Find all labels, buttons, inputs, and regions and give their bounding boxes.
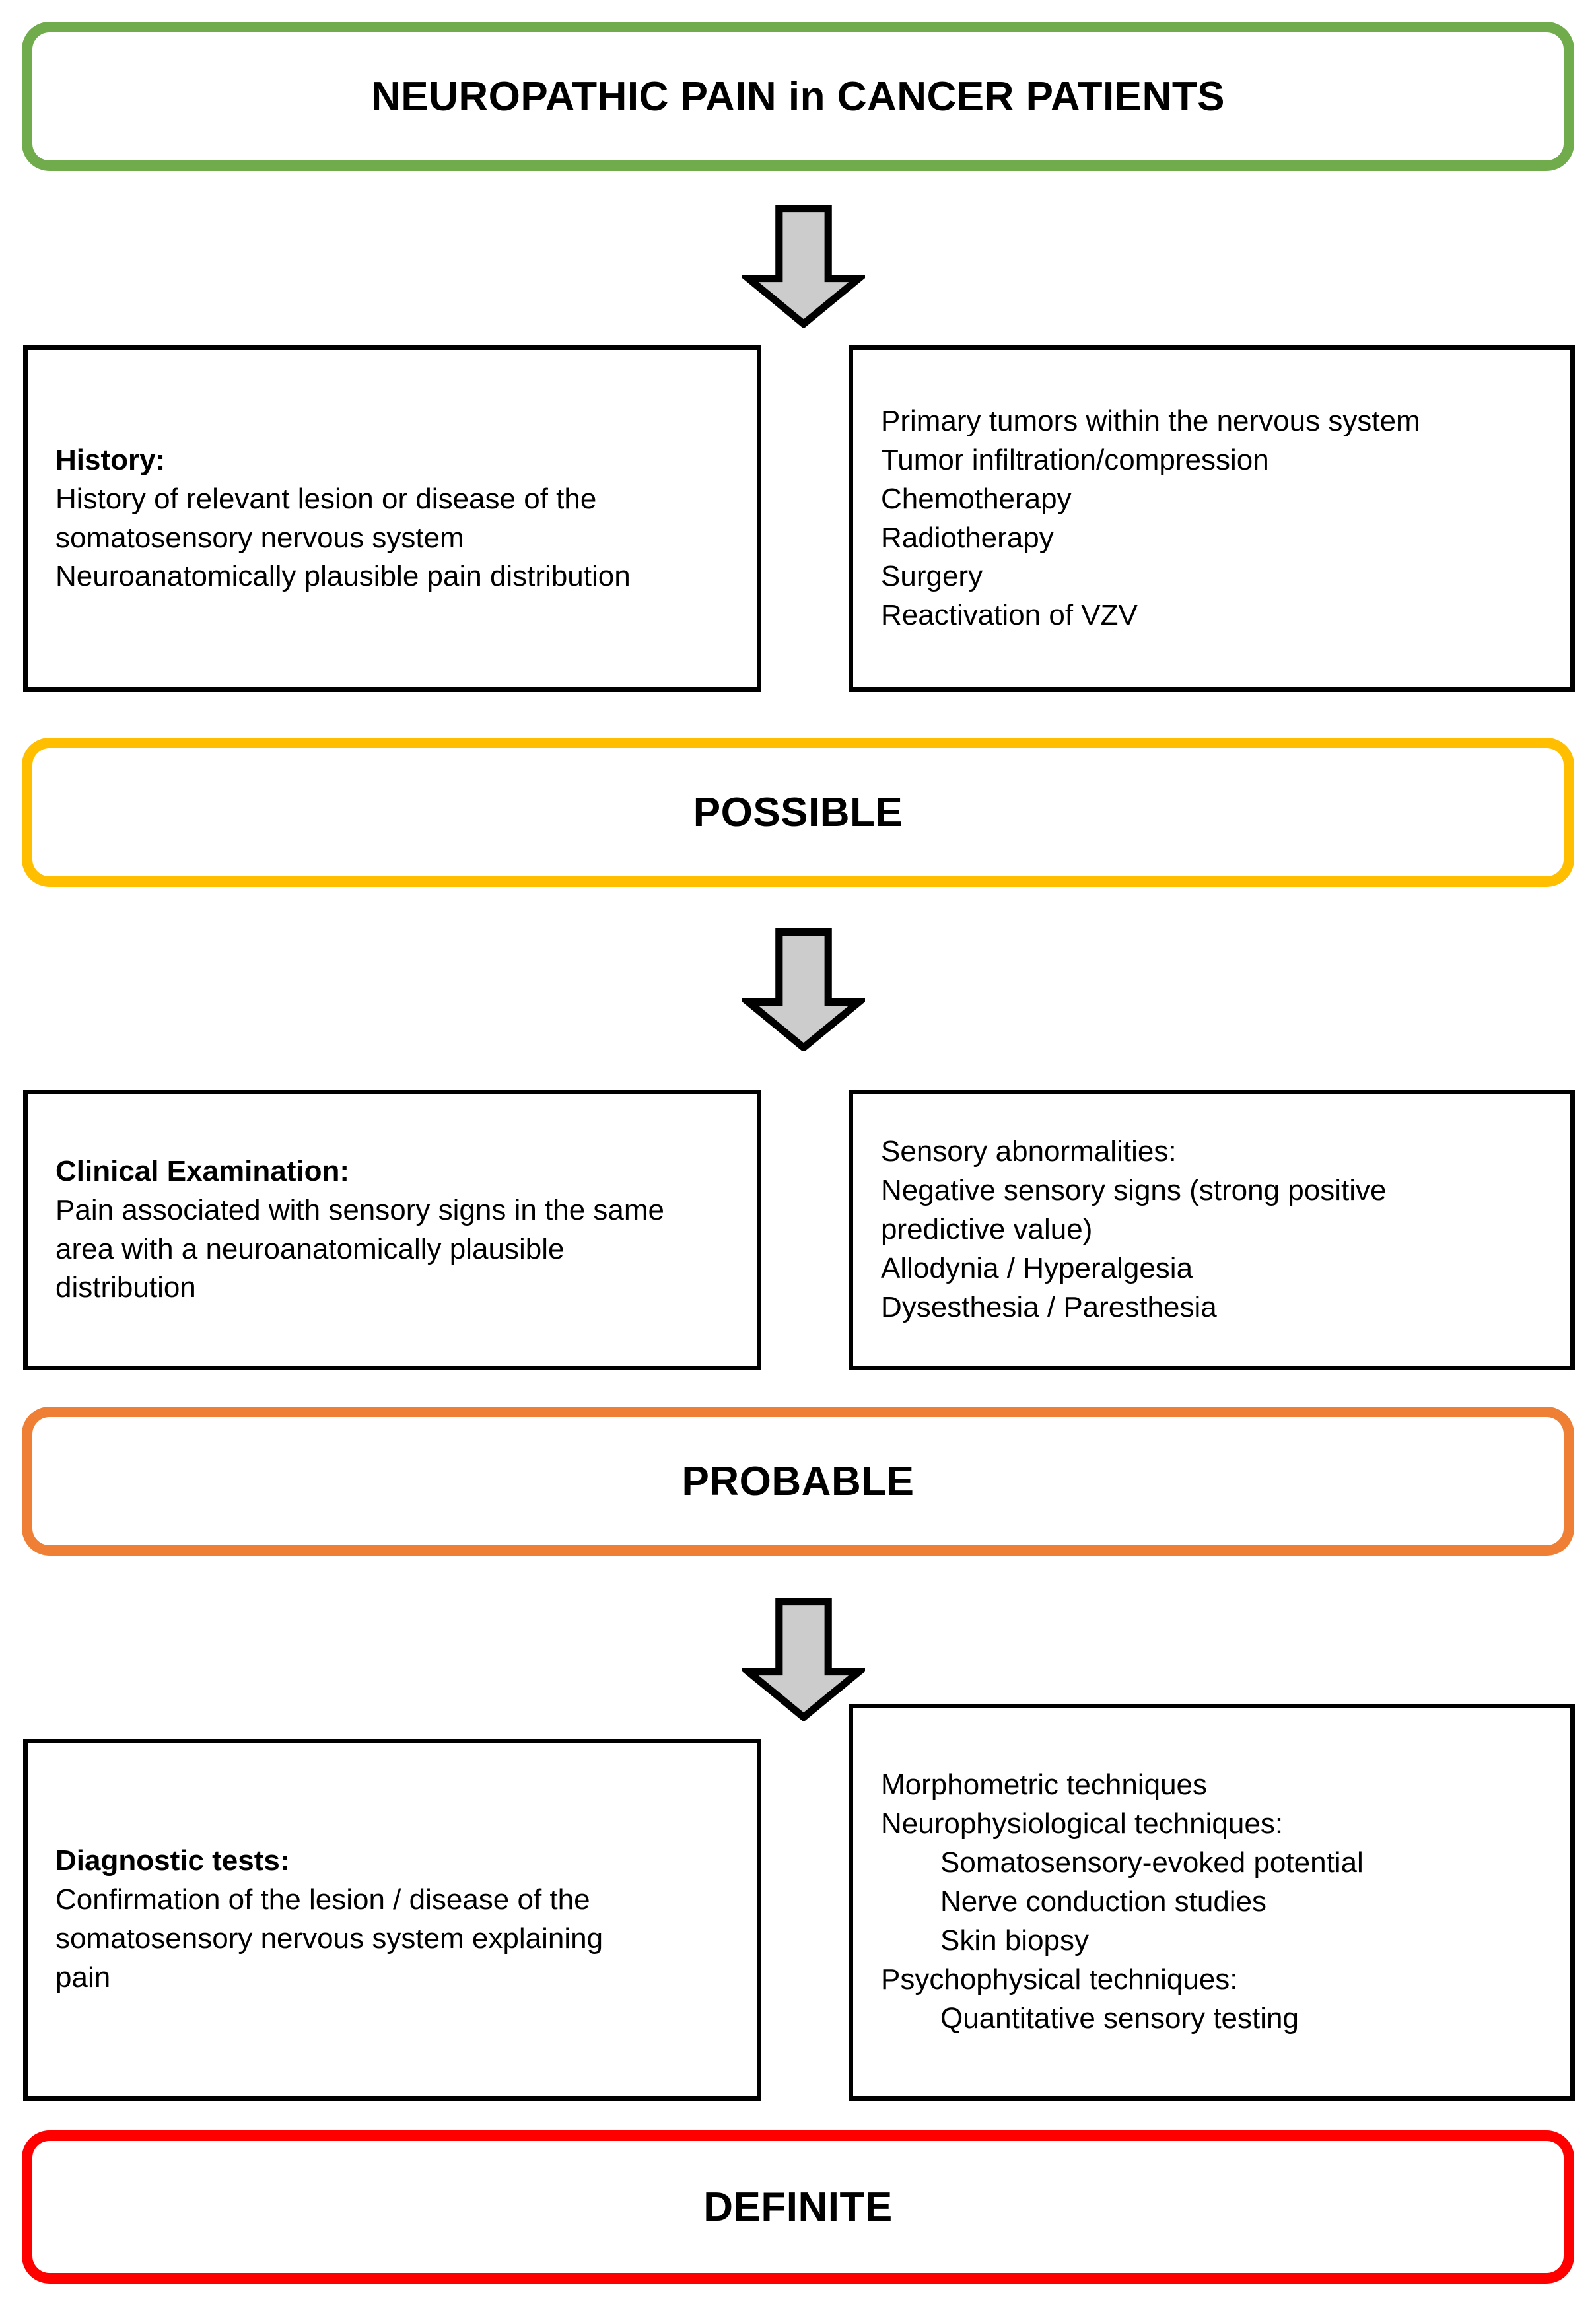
sensory-abnormalities-line: predictive value) bbox=[881, 1213, 1093, 1246]
clinical-examination-heading: Clinical Examination: bbox=[55, 1154, 349, 1187]
etiology-box-content bbox=[853, 402, 1570, 636]
techniques-line: Morphometric techniques bbox=[881, 1768, 1208, 1801]
down-arrow-icon bbox=[742, 928, 865, 1051]
diagnostic-tests-box bbox=[23, 1739, 761, 2101]
stage-label-definite: DEFINITE bbox=[703, 2184, 893, 2230]
clinical-examination-line: distribution bbox=[55, 1271, 196, 1304]
down-arrow-icon bbox=[742, 1598, 865, 1721]
etiology-line: Primary tumors within the nervous system bbox=[881, 404, 1420, 437]
diagnostic-tests-line: Confirmation of the lesion / disease of the bbox=[55, 1883, 590, 1916]
etiology-line: Tumor infiltration/compression bbox=[881, 443, 1269, 476]
etiology-line: Reactivation of VZV bbox=[881, 599, 1138, 632]
history-line: History of relevant lesion or disease of the bbox=[55, 482, 597, 515]
history-line: Neuroanatomically plausible pain distribution bbox=[55, 560, 631, 593]
techniques-sub-line: Quantitative sensory testing bbox=[940, 2002, 1299, 2035]
techniques-box-content bbox=[853, 1766, 1570, 2039]
sensory-abnormalities-line: Sensory abnormalities: bbox=[881, 1135, 1177, 1168]
clinical-examination-box-content bbox=[28, 1152, 757, 1308]
clinical-examination-line: Pain associated with sensory signs in the same bbox=[55, 1193, 665, 1226]
diagnostic-tests-heading: Diagnostic tests: bbox=[55, 1844, 290, 1877]
page-title: NEUROPATHIC PAIN in CANCER PATIENTS bbox=[370, 73, 1226, 120]
stage-banner-probable bbox=[22, 1407, 1574, 1556]
sensory-abnormalities-line: Negative sensory signs (strong positive bbox=[881, 1174, 1387, 1207]
techniques-sub-line: Skin biopsy bbox=[940, 1924, 1090, 1957]
techniques-line: Neurophysiological techniques: bbox=[881, 1807, 1284, 1840]
history-box bbox=[23, 345, 761, 692]
sensory-abnormalities-box-content bbox=[853, 1133, 1570, 1327]
stage-label-possible: POSSIBLE bbox=[693, 789, 903, 835]
stage-label-probable: PROBABLE bbox=[681, 1458, 915, 1504]
title-banner bbox=[22, 22, 1574, 171]
down-arrow-icon bbox=[742, 205, 865, 328]
sensory-abnormalities-line: Dysesthesia / Paresthesia bbox=[881, 1290, 1217, 1323]
sensory-abnormalities-box bbox=[849, 1090, 1575, 1370]
techniques-line: Psychophysical techniques: bbox=[881, 1963, 1238, 1996]
techniques-sub-line: Nerve conduction studies bbox=[940, 1885, 1267, 1918]
techniques-box bbox=[849, 1704, 1575, 2101]
etiology-line: Chemotherapy bbox=[881, 482, 1072, 515]
etiology-box bbox=[849, 345, 1575, 692]
clinical-examination-line: area with a neuroanatomically plausible bbox=[55, 1232, 565, 1265]
history-line: somatosensory nervous system bbox=[55, 521, 464, 554]
history-heading: History: bbox=[55, 443, 166, 476]
techniques-sub-line: Somatosensory-evoked potential bbox=[940, 1846, 1364, 1879]
history-box-content bbox=[28, 441, 757, 597]
etiology-line: Radiotherapy bbox=[881, 521, 1054, 554]
stage-banner-possible bbox=[22, 738, 1574, 887]
diagnostic-tests-line: somatosensory nervous system explaining bbox=[55, 1922, 604, 1955]
diagnostic-tests-box-content bbox=[28, 1842, 757, 1998]
etiology-line: Surgery bbox=[881, 560, 983, 593]
clinical-examination-box bbox=[23, 1090, 761, 1370]
stage-banner-definite bbox=[22, 2130, 1574, 2284]
diagnostic-tests-line: pain bbox=[55, 1961, 111, 1994]
sensory-abnormalities-line: Allodynia / Hyperalgesia bbox=[881, 1251, 1193, 1284]
